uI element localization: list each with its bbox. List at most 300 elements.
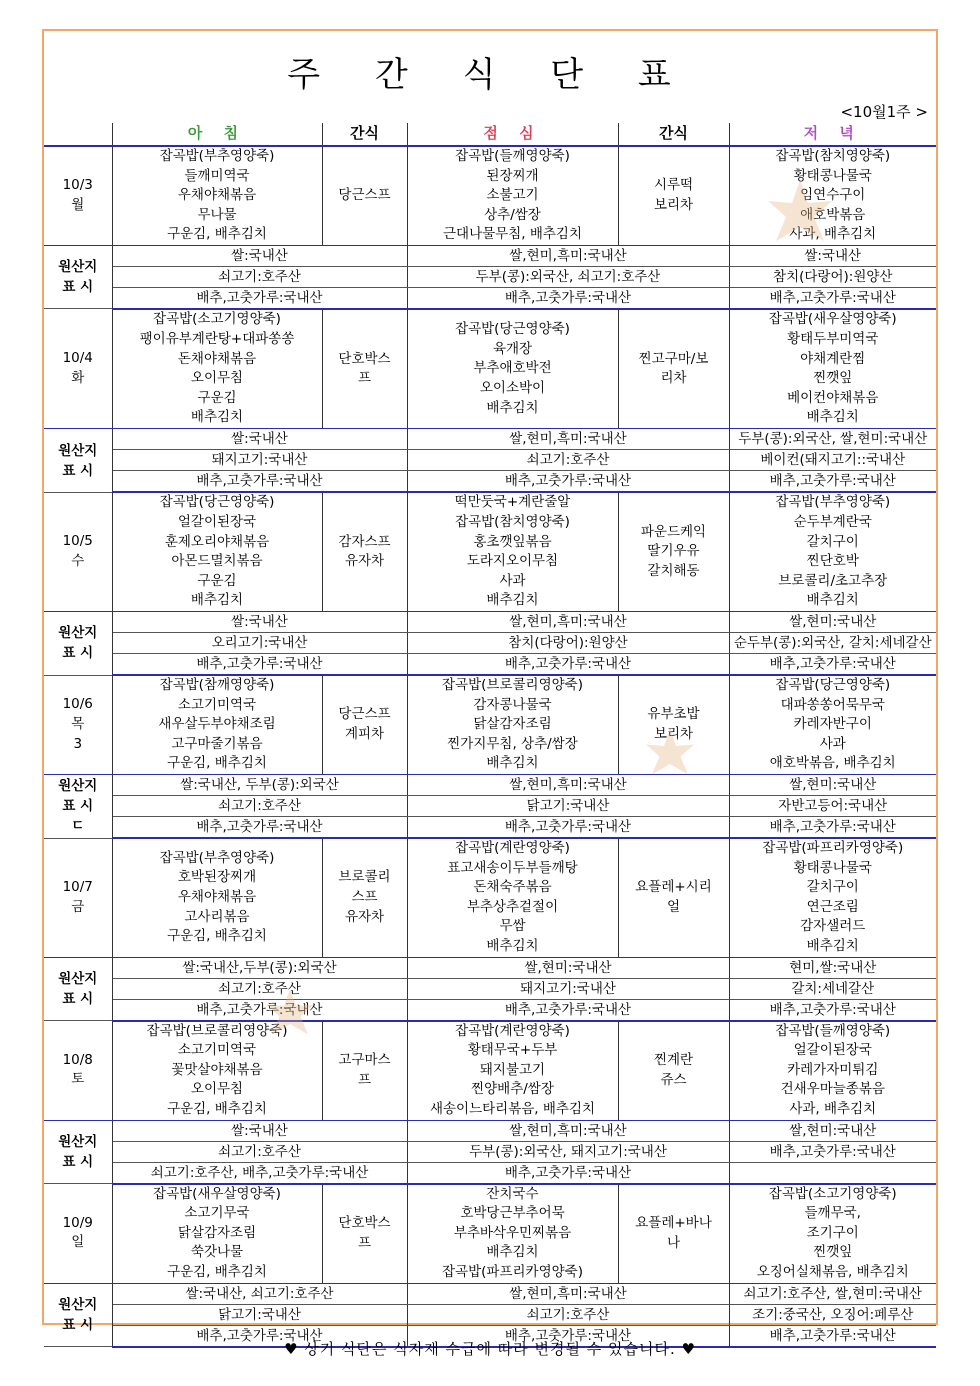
dinner-cell-line: 잡곡밥(참치영양죽) xyxy=(775,148,891,164)
date-cell-line: 10/4 xyxy=(62,350,93,367)
breakfast-cell-line: 무나물 xyxy=(197,206,237,223)
origin-label xyxy=(44,957,112,1021)
header-snack2: 간식 xyxy=(618,123,729,146)
breakfast-cell-line: 우채야채볶음 xyxy=(177,888,257,905)
date-cell-line: 3 xyxy=(73,735,83,752)
lunch-cell xyxy=(407,1184,618,1283)
origin-cell: 쌀,현미:국내산 xyxy=(729,1120,936,1141)
date-cell-line: 월 xyxy=(71,196,85,213)
snack2-cell-line: 나 xyxy=(666,1234,681,1251)
breakfast-cell-line: 소고기미역국 xyxy=(177,696,257,713)
lunch-cell-line: 육개장 xyxy=(492,340,533,357)
snack2-cell-line: 찐고구마/보 xyxy=(638,350,709,367)
date-cell-line: 10/6 xyxy=(62,696,93,713)
breakfast-cell-line: 고사리볶음 xyxy=(184,908,250,925)
origin-label-line: 원산지 xyxy=(58,442,98,459)
breakfast-cell xyxy=(112,1184,322,1283)
origin-cell: 쌀:국내산, 두부(콩):외국산 xyxy=(112,775,407,796)
origin-cell: 배추,고춧가루:국내산 xyxy=(729,999,936,1021)
lunch-cell-line: 도라지오이무침 xyxy=(466,553,559,570)
breakfast-cell-line: 들깨미역국 xyxy=(184,167,250,184)
dinner-cell-line: 얼갈이된장국 xyxy=(793,1042,872,1059)
breakfast-cell-line: 구운김, 배추김치 xyxy=(167,755,267,772)
dinner-cell-line: 사과 xyxy=(819,735,846,752)
breakfast-cell-line: 잡곡밥(새우살영양죽) xyxy=(153,1185,281,1202)
breakfast-cell-line: 얼갈이된장국 xyxy=(177,514,257,531)
dinner-cell-line: 잡곡밥(새우살영양죽) xyxy=(768,311,897,328)
snack1-cell-line: 유자차 xyxy=(344,553,385,570)
breakfast-cell-line: 구운김 xyxy=(197,389,237,406)
origin-row xyxy=(44,957,936,978)
snack2-cell xyxy=(618,1021,729,1120)
origin-label-line: ㄷ xyxy=(71,818,85,835)
origin-cell: 돼지고기:국내산 xyxy=(407,978,729,999)
origin-cell: 돼지고기:국내산 xyxy=(112,450,407,471)
breakfast-cell-line: 오이무침 xyxy=(190,1081,244,1098)
origin-label-line: 표 시 xyxy=(62,462,94,479)
snack2-cell-line: 찐계란 xyxy=(653,1051,694,1068)
lunch-cell-line: 배추김치 xyxy=(486,1244,539,1261)
origin-row xyxy=(44,1304,936,1325)
snack2-cell-line: 갈치해동 xyxy=(647,563,700,580)
lunch-cell xyxy=(407,309,618,429)
origin-cell: 현미,쌀:국내산 xyxy=(729,957,936,978)
breakfast-cell xyxy=(112,675,322,774)
dinner-cell-line: 베이컨야채볶음 xyxy=(787,389,879,406)
origin-cell: 쌀,현미:국내산 xyxy=(729,775,936,796)
lunch-cell xyxy=(407,838,618,957)
origin-cell: 배추,고춧가루:국내산 xyxy=(407,817,729,839)
dinner-cell-line: 브로콜리/초고추장 xyxy=(778,572,888,589)
snack1-cell-line: 프 xyxy=(357,1234,372,1251)
origin-cell: 쌀:국내산, 쇠고기:호주산 xyxy=(112,1283,407,1304)
lunch-cell-line: 닭살감자조림 xyxy=(473,716,552,733)
lunch-cell xyxy=(407,1021,618,1120)
meal-row xyxy=(44,1184,936,1283)
snack1-cell xyxy=(322,1021,407,1120)
breakfast-cell-line: 돈채야채볶음 xyxy=(177,350,257,367)
origin-cell: 배추,고춧가루:국내산 xyxy=(112,999,407,1021)
snack2-cell xyxy=(618,146,729,245)
origin-cell: 배추,고춧가루:국내산 xyxy=(729,1325,936,1347)
origin-label-line: 표 시 xyxy=(62,1153,94,1170)
origin-label-line: 원산지 xyxy=(58,1296,98,1313)
breakfast-cell-line: 구운김, 배추김치 xyxy=(167,226,267,243)
origin-label-line: 원산지 xyxy=(58,778,98,795)
snack1-cell-line: 스프 xyxy=(351,888,378,905)
lunch-cell-line: 잡곡밥(당근영양죽) xyxy=(455,321,570,338)
date-cell xyxy=(44,492,112,611)
breakfast-cell xyxy=(112,1021,322,1120)
origin-cell: 쇠고기:호주산 xyxy=(407,1304,729,1325)
snack2-cell-line: 보리차 xyxy=(653,726,694,743)
breakfast-cell xyxy=(112,146,322,245)
dinner-cell-line: 애호박볶음, 배추김치 xyxy=(769,755,896,772)
meal-row xyxy=(44,838,936,957)
header-empty xyxy=(44,123,112,146)
breakfast-cell-line: 배추김치 xyxy=(190,409,244,426)
dinner-cell-line: 카레가자미튀김 xyxy=(787,1061,879,1078)
week-label: <10월1주 > xyxy=(840,103,928,121)
origin-cell: 쌀,현미:국내산 xyxy=(407,957,729,978)
origin-row xyxy=(44,1162,936,1184)
snack1-cell-line: 단호박스 xyxy=(338,350,391,367)
lunch-cell-line: 잡곡밥(들깨영양죽) xyxy=(455,148,570,164)
breakfast-cell-line: 꽃맛살야채볶음 xyxy=(171,1061,263,1078)
origin-cell: 배추,고춧가루:국내산 xyxy=(112,287,407,309)
date-cell-line: 일 xyxy=(71,1234,85,1251)
origin-row xyxy=(44,633,936,654)
snack1-cell xyxy=(322,675,407,774)
origin-label-line: 표 시 xyxy=(62,645,94,662)
snack1-cell-line: 프 xyxy=(357,1071,372,1088)
origin-cell: 배추,고춧가루:국내산 xyxy=(112,1325,407,1347)
origin-row xyxy=(44,266,936,287)
origin-cell: 배추,고춧가루:국내산 xyxy=(729,471,936,493)
snack2-cell-line: 딸기우유 xyxy=(647,543,700,560)
snack2-cell xyxy=(618,309,729,429)
lunch-cell-line: 돈채숙주볶음 xyxy=(473,879,552,896)
dinner-cell-line: 잡곡밥(당근영양죽) xyxy=(775,677,891,694)
dinner-cell-line: 잡곡밥(파프리카영양죽) xyxy=(762,840,904,856)
dinner-cell-line: 사과, 배추김치 xyxy=(789,1100,877,1117)
dinner-cell-line: 찐깻잎 xyxy=(813,370,853,387)
origin-row xyxy=(44,287,936,309)
meal-row xyxy=(44,146,936,245)
date-cell-line: 10/9 xyxy=(62,1214,93,1231)
lunch-cell-line: 감자콩나물국 xyxy=(473,696,552,713)
meal-row xyxy=(44,1021,936,1120)
origin-cell: 배추,고춧가루:국내산 xyxy=(112,817,407,839)
date-cell-line: 10/5 xyxy=(62,533,93,550)
origin-cell: 쌀:국내산,두부(콩):외국산 xyxy=(112,957,407,978)
origin-cell: 쇠고기:호주산, 배추,고춧가루:국내산 xyxy=(112,1162,407,1184)
header-lunch xyxy=(407,123,618,146)
date-cell-line: 화 xyxy=(71,369,85,386)
dinner-cell-line: 조기구이 xyxy=(806,1224,859,1241)
dinner-cell xyxy=(729,309,936,429)
origin-label xyxy=(44,612,112,676)
origin-label-line: 원산지 xyxy=(58,1133,98,1150)
breakfast-cell-line: 구운김, 배추김치 xyxy=(167,928,267,945)
date-cell xyxy=(44,146,112,245)
origin-label-line: 표 시 xyxy=(62,798,94,815)
origin-cell: 참치(다랑어):원양산 xyxy=(729,266,936,287)
lunch-cell xyxy=(407,146,618,245)
dinner-cell-line: 들깨무국, xyxy=(804,1205,861,1222)
snack1-cell-line: 유자차 xyxy=(344,908,385,925)
date-cell-line: 10/8 xyxy=(62,1051,93,1068)
lunch-cell-line: 상추/쌈장 xyxy=(484,206,541,223)
dinner-cell xyxy=(729,838,936,957)
lunch-cell-line: 부추애호박전 xyxy=(473,360,552,377)
origin-row xyxy=(44,612,936,633)
origin-row xyxy=(44,775,936,796)
snack2-cell xyxy=(618,675,729,774)
lunch-cell-line: 배추김치 xyxy=(486,399,539,416)
dinner-cell-line: 애호박볶음 xyxy=(800,206,866,223)
origin-cell: 배추,고춧가루:국내산 xyxy=(729,287,936,309)
snack2-cell xyxy=(618,1184,729,1283)
breakfast-cell-line: 새우살두부야채조림 xyxy=(158,716,276,733)
origin-cell: 배추,고춧가루:국내산 xyxy=(729,817,936,839)
breakfast-cell-line: 잡곡밥(소고기영양죽) xyxy=(153,311,281,328)
date-cell xyxy=(44,838,112,957)
lunch-cell-line: 소불고기 xyxy=(486,187,539,204)
lunch-cell-line: 새송이느타리볶음, 배추김치 xyxy=(429,1100,596,1117)
origin-row xyxy=(44,450,936,471)
origin-cell: 쌀:국내산 xyxy=(112,1120,407,1141)
menu-table xyxy=(44,123,936,1348)
lunch-cell-line: 잡곡밥(파프리카영양죽) xyxy=(442,1263,583,1280)
origin-row xyxy=(44,817,936,839)
snack1-cell xyxy=(322,309,407,429)
date-cell xyxy=(44,309,112,429)
dinner-cell-line: 카레자반구이 xyxy=(793,716,872,733)
date-cell-line: 10/7 xyxy=(62,878,93,895)
origin-label-line: 원산지 xyxy=(58,970,98,987)
breakfast-cell-line: 구운김, 배추김치 xyxy=(167,1263,267,1280)
snack1-cell-line: 계피차 xyxy=(344,726,385,743)
header-snack1: 간식 xyxy=(322,123,407,146)
origin-label xyxy=(44,1283,112,1347)
snack1-cell xyxy=(322,492,407,611)
origin-cell: 배추,고춧가루:국내산 xyxy=(407,999,729,1021)
dinner-cell-line: 잡곡밥(들깨영양죽) xyxy=(775,1022,891,1039)
lunch-cell-line: 호박당근부추어묵 xyxy=(460,1205,565,1222)
origin-cell: 쌀:국내산 xyxy=(112,429,407,450)
lunch-cell-line: 된장찌개 xyxy=(486,167,539,184)
origin-cell: 두부(콩):외국산, 돼지고기:국내산 xyxy=(407,1141,729,1162)
snack1-cell xyxy=(322,838,407,957)
dinner-cell-line: 야채계란찜 xyxy=(800,350,866,367)
lunch-cell-line: 부추상추겉절이 xyxy=(466,898,559,915)
dinner-cell-line: 배추김치 xyxy=(806,409,859,426)
origin-cell: 두부(콩):외국산, 쌀,현미:국내산 xyxy=(729,429,936,450)
breakfast-cell-line: 훈제오리야채볶음 xyxy=(164,533,270,550)
origin-row xyxy=(44,245,936,266)
snack1-cell-line: 프 xyxy=(357,370,372,387)
origin-cell xyxy=(729,1162,936,1184)
snack1-cell-line: 당근스프 xyxy=(338,187,391,204)
breakfast-cell-line: 잡곡밥(참깨영양죽) xyxy=(159,677,275,694)
breakfast-cell xyxy=(112,492,322,611)
dinner-cell-line: 오징어실채볶음, 배추김치 xyxy=(756,1263,909,1280)
dinner-cell-line: 찐깻잎 xyxy=(813,1244,853,1261)
origin-cell: 배추,고춧가루:국내산 xyxy=(112,471,407,493)
dinner-cell-line: 배추김치 xyxy=(806,937,859,954)
origin-cell: 갈치:세네갈산 xyxy=(729,978,936,999)
origin-cell: 쌀,현미,흑미:국내산 xyxy=(407,612,729,633)
snack1-cell-line: 당근스프 xyxy=(338,706,391,723)
menu-body xyxy=(44,146,936,1347)
breakfast-cell-line: 아몬드멸치볶음 xyxy=(171,553,263,570)
dinner-cell-line: 갈치구이 xyxy=(806,533,859,550)
breakfast-cell xyxy=(112,309,322,429)
lunch-cell-line: 부추바삭우민찌볶음 xyxy=(453,1224,572,1241)
meal-row xyxy=(44,492,936,611)
origin-label-line: 표 시 xyxy=(62,990,94,1007)
dinner-cell-line: 황태콩나물국 xyxy=(793,859,872,876)
date-cell xyxy=(44,1021,112,1120)
origin-cell: 베이컨(돼지고기::국내산 xyxy=(729,450,936,471)
snack1-cell-line: 단호박스 xyxy=(338,1214,391,1231)
snack1-cell xyxy=(322,146,407,245)
date-cell-line: 토 xyxy=(71,1071,85,1088)
breakfast-cell-line: 잡곡밥(브로콜리영양죽) xyxy=(146,1022,288,1039)
breakfast-cell-line: 잡곡밥(당근영양죽) xyxy=(159,494,275,511)
breakfast-cell-line: 쑥갓나물 xyxy=(190,1244,244,1261)
origin-cell: 쇠고기:호주산 xyxy=(112,1141,407,1162)
lunch-cell xyxy=(407,492,618,611)
breakfast-cell-line: 우채야채볶음 xyxy=(177,187,257,204)
snack2-cell xyxy=(618,492,729,611)
date-cell xyxy=(44,1184,112,1283)
dinner-cell-line: 사과, 배추김치 xyxy=(789,226,877,243)
dinner-cell xyxy=(729,675,936,774)
lunch-cell-line: 배추김치 xyxy=(486,755,539,772)
origin-cell: 배추,고춧가루:국내산 xyxy=(407,287,729,309)
origin-cell: 쇠고기:호주산 xyxy=(112,978,407,999)
lunch-cell-line: 홍초깻잎볶음 xyxy=(473,533,552,550)
date-cell-line: 목 xyxy=(71,715,85,732)
dinner-cell-line: 황태두부미역국 xyxy=(787,331,879,348)
footer-note: ♥ 상기 식단은 식자재 수급에 따라 변경될 수 있습니다. ♥ xyxy=(284,1340,696,1358)
breakfast-cell-line: 오이무침 xyxy=(190,370,244,387)
lunch-cell-line: 오이소박이 xyxy=(479,380,546,397)
dinner-cell-line: 잡곡밥(소고기영양죽) xyxy=(768,1185,897,1202)
origin-cell: 쌀,현미,흑미:국내산 xyxy=(407,245,729,266)
origin-cell: 쌀:국내산 xyxy=(729,245,936,266)
snack2-cell-line: 파운드케익 xyxy=(640,523,707,540)
snack2-cell-line: 보리차 xyxy=(653,196,694,213)
origin-row xyxy=(44,796,936,817)
origin-cell: 쇠고기:호주산 xyxy=(112,266,407,287)
breakfast-cell-line: 팽이유부계란탕+대파쏭쏭 xyxy=(139,331,295,348)
dinner-cell-line: 감자샐러드 xyxy=(800,918,866,935)
breakfast-cell xyxy=(112,838,322,957)
origin-row xyxy=(44,978,936,999)
lunch-cell-line: 잡곡밥(브로콜리영양죽) xyxy=(442,677,583,694)
breakfast-cell-line: 소고기미역국 xyxy=(177,1042,257,1059)
origin-row xyxy=(44,999,936,1021)
origin-cell: 쌀:국내산 xyxy=(112,612,407,633)
page-title: 주 간 식 단 표 xyxy=(287,55,693,95)
origin-label-line: 표 시 xyxy=(62,1316,94,1333)
origin-row xyxy=(44,1120,936,1141)
breakfast-cell-line: 호박된장찌개 xyxy=(177,869,257,886)
dinner-cell xyxy=(729,146,936,245)
snack2-cell-line: 쥬스 xyxy=(660,1071,687,1088)
breakfast-cell-line: 고구마줄기볶음 xyxy=(171,735,263,752)
origin-cell: 쌀,현미,흑미:국내산 xyxy=(407,1120,729,1141)
snack2-cell-line: 요플레+바나 xyxy=(635,1214,712,1231)
dinner-cell-line: 순두부계란국 xyxy=(793,514,872,531)
lunch-cell-line: 근대나물무침, 배추김치 xyxy=(443,226,582,243)
origin-cell: 쌀,현미,흑미:국내산 xyxy=(407,1283,729,1304)
origin-cell: 배추,고춧가루:국내산 xyxy=(407,471,729,493)
origin-cell: 자반고등어:국내산 xyxy=(729,796,936,817)
snack1-cell-line: 감자스프 xyxy=(338,533,391,550)
origin-cell: 쌀,현미:국내산 xyxy=(729,612,936,633)
origin-cell: 배추,고춧가루:국내산 xyxy=(407,654,729,676)
origin-label xyxy=(44,245,112,309)
lunch-cell-line: 잡곡밥(계란영양죽) xyxy=(455,840,570,856)
lunch-cell-line: 사과 xyxy=(499,572,526,589)
lunch-cell-line: 황태무국+두부 xyxy=(467,1042,558,1059)
breakfast-cell-line: 잡곡밥(부추영양죽) xyxy=(159,849,275,866)
snack2-cell xyxy=(618,838,729,957)
origin-cell: 배추,고춧가루:국내산 xyxy=(729,1141,936,1162)
origin-row xyxy=(44,429,936,450)
origin-label xyxy=(44,775,112,839)
dinner-cell-line: 찐단호박 xyxy=(806,553,859,570)
origin-cell: 배추,고춧가루:국내산 xyxy=(407,1325,729,1347)
dinner-cell-line: 잡곡밥(부추영양죽) xyxy=(775,494,891,511)
date-cell-line: 수 xyxy=(71,553,85,569)
date-cell-line: 10/3 xyxy=(62,177,93,194)
snack1-cell-line: 브로콜리 xyxy=(338,869,391,886)
header-dinner xyxy=(729,123,936,146)
dinner-cell-line: 임연수구이 xyxy=(800,187,866,204)
lunch-cell-line: 찐양배추/쌈장 xyxy=(471,1081,554,1098)
snack2-cell-line: 요플레+시리 xyxy=(635,879,712,896)
meal-row xyxy=(44,309,936,429)
origin-cell: 쌀,현미,흑미:국내산 xyxy=(407,775,729,796)
lunch-cell-line: 잔치국수 xyxy=(486,1185,539,1202)
snack2-cell-line: 리차 xyxy=(660,370,687,387)
origin-cell: 두부(콩):외국산, 쇠고기:호주산 xyxy=(407,266,729,287)
breakfast-cell-line: 구운김 xyxy=(197,572,237,589)
lunch-label: 점 심 xyxy=(483,124,542,143)
lunch-cell-line: 잡곡밥(참치영양죽) xyxy=(455,514,570,531)
lunch-cell-line: 찐가지무침, 상추/쌈장 xyxy=(447,735,578,752)
origin-label xyxy=(44,429,112,493)
dinner-cell-line: 갈치구이 xyxy=(806,879,859,896)
origin-row xyxy=(44,471,936,493)
origin-cell: 배추,고춧가루:국내산 xyxy=(112,654,407,676)
lunch-cell-line: 배추김치 xyxy=(486,937,539,954)
lunch-cell-line: 표고새송이두부들깨탕 xyxy=(447,859,578,876)
snack2-cell-line: 유부초밥 xyxy=(647,706,700,723)
dinner-cell-line: 황태콩나물국 xyxy=(793,167,872,184)
origin-label xyxy=(44,1120,112,1184)
breakfast-cell-line: 소고기무국 xyxy=(184,1205,250,1222)
origin-label-line: 원산지 xyxy=(58,259,98,276)
dinner-cell-line: 연근조림 xyxy=(806,898,859,915)
breakfast-cell-line: 구운김, 배추김치 xyxy=(167,1100,267,1117)
origin-cell: 오리고기:국내산 xyxy=(112,633,407,654)
lunch-cell-line: 떡만둣국+계란줄알 xyxy=(454,494,571,511)
snack1-cell xyxy=(322,1184,407,1283)
breakfast-cell-line: 잡곡밥(부추영양죽) xyxy=(159,148,275,164)
origin-cell: 조기:중국산, 오징어:페루산 xyxy=(729,1304,936,1325)
origin-cell: 쇠고기:호주산, 쌀,현미:국내산 xyxy=(729,1283,936,1304)
header-row xyxy=(44,123,936,146)
origin-label-line: 원산지 xyxy=(58,625,98,642)
lunch-cell-line: 잡곡밥(계란영양죽) xyxy=(455,1022,570,1039)
snack1-cell-line: 고구마스 xyxy=(338,1051,391,1068)
origin-row xyxy=(44,654,936,676)
origin-cell: 쇠고기:호주산 xyxy=(112,796,407,817)
dinner-cell-line: 배추김치 xyxy=(806,592,859,609)
dinner-cell xyxy=(729,1184,936,1283)
origin-cell: 순두부(콩):외국산, 갈치:세네갈산 xyxy=(729,633,936,654)
lunch-cell-line: 무쌈 xyxy=(499,918,526,935)
header-breakfast xyxy=(112,123,322,146)
lunch-cell-line: 배추김치 xyxy=(486,592,539,609)
origin-row xyxy=(44,1141,936,1162)
